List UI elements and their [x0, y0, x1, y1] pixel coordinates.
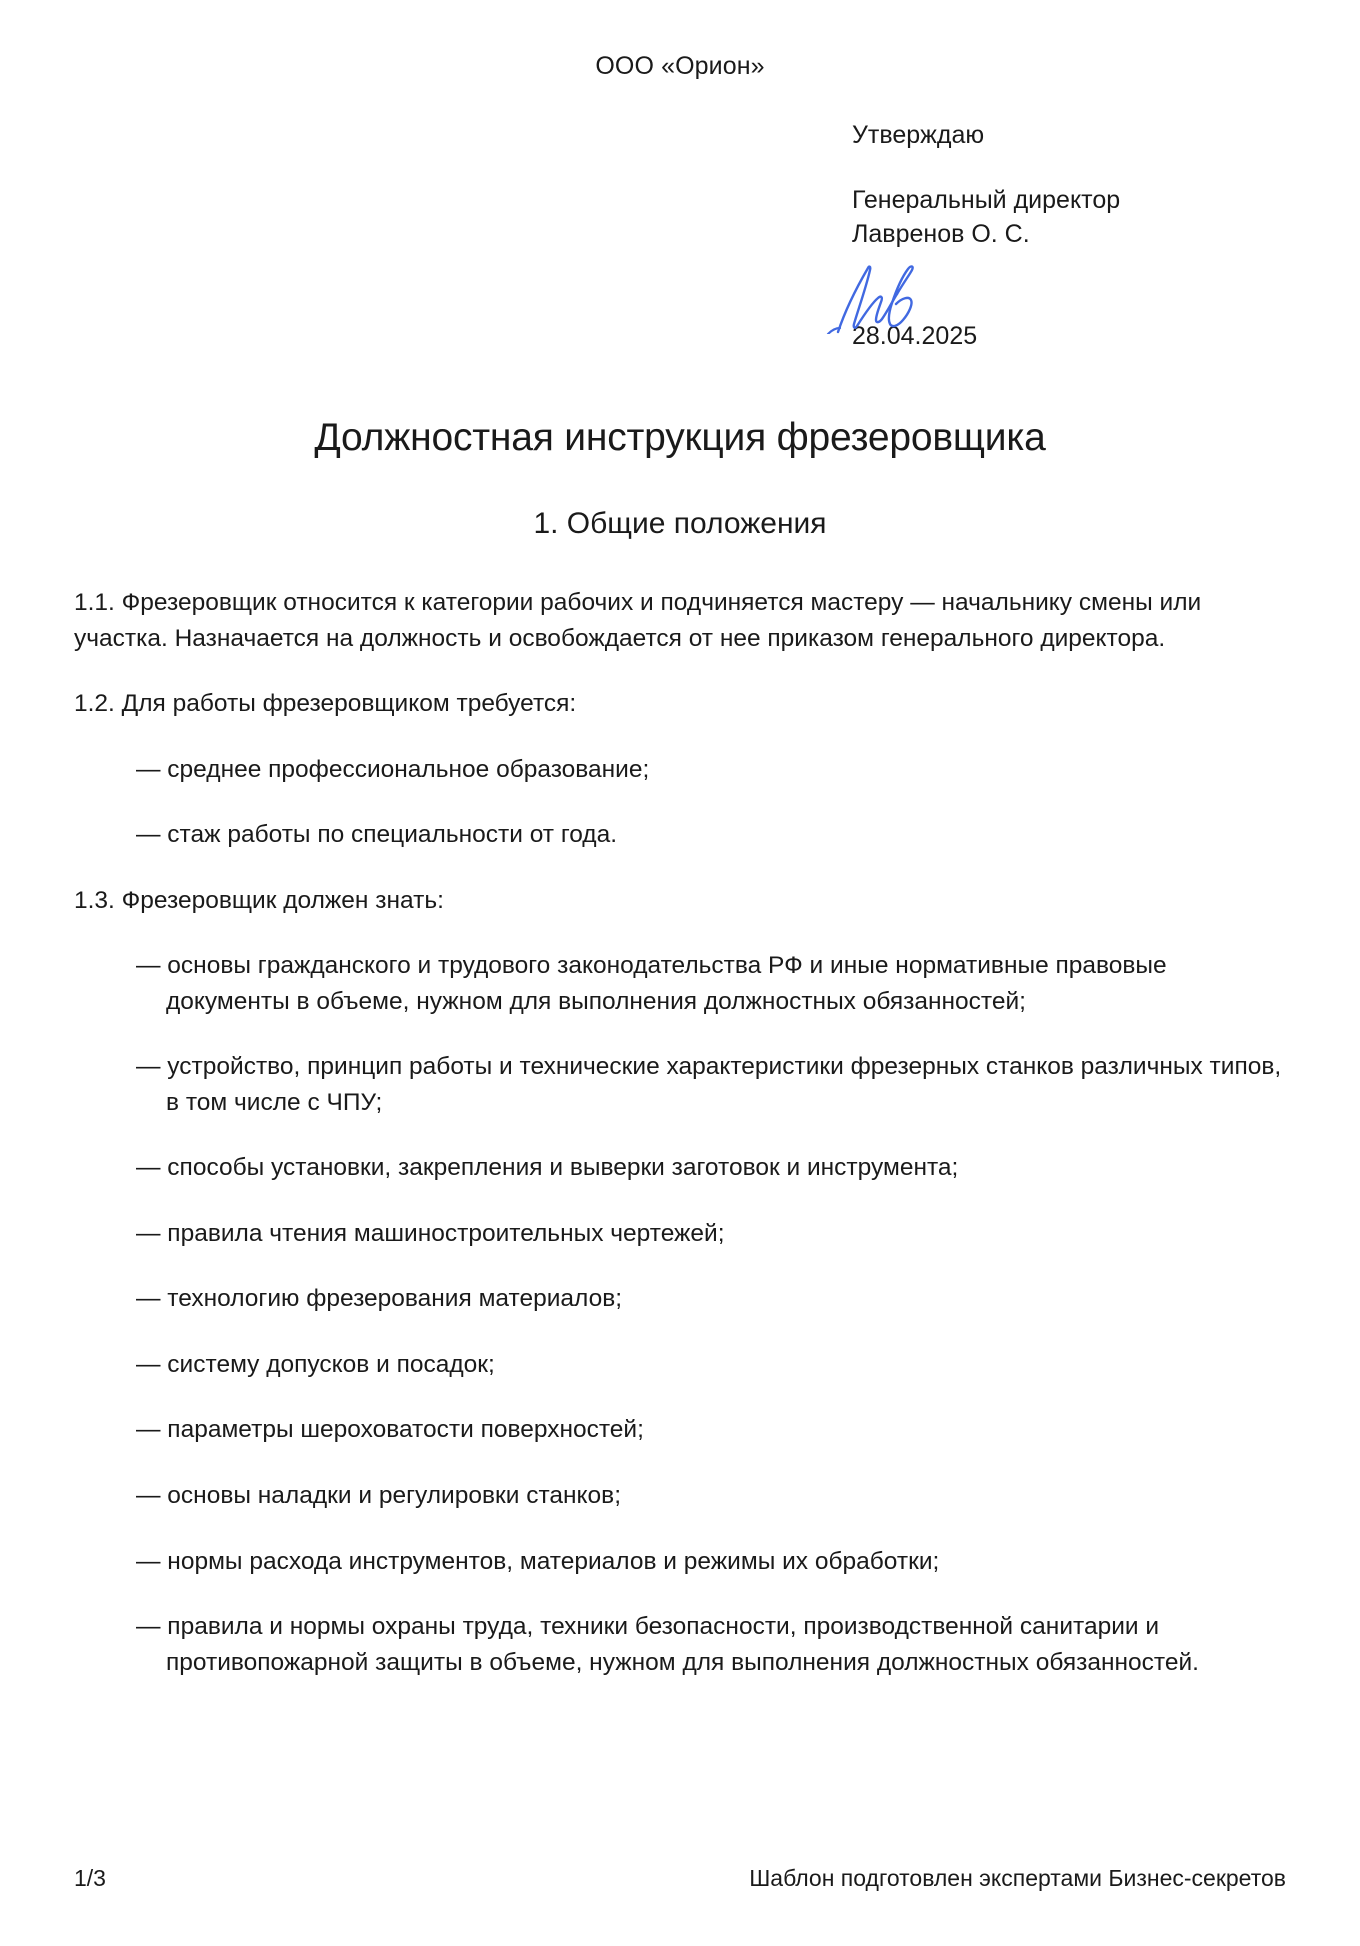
- requirements-list: [74, 752, 1286, 853]
- approval-word: Утверждаю: [852, 120, 985, 149]
- approval-signer-name: Лавренов О. С.: [852, 220, 1030, 248]
- clause-1-3: 1.3. Фрезеровщик должен знать:: [74, 886, 444, 914]
- signature-icon: [824, 258, 1286, 320]
- organization-name: ООО «Орион»: [595, 52, 765, 80]
- list-item: — устройство, принцип работы и технические характеристики фрезерных станков различных типов, в том числе с ЧПУ;: [136, 1053, 1282, 1116]
- page-number: 1/3: [74, 1865, 106, 1892]
- section-title: 1. Общие положения: [533, 507, 827, 541]
- approval-block: [74, 119, 1286, 354]
- list-item: — технологию фрезерования материалов;: [136, 1285, 623, 1313]
- list-item: — нормы расхода инструментов, материалов и режимы их обработки;: [136, 1547, 940, 1575]
- page-footer: [74, 1864, 1286, 1894]
- clause-1-1: 1.1. Фрезеровщик относится к категории рабочих и подчиняется мастеру — начальнику смены или участка. Назначается на должность и освобождается от нее приказом генерального директора.: [74, 589, 1202, 652]
- approval-date: 28.04.2025: [852, 321, 978, 350]
- list-item: — правила и нормы охраны труда, техники безопасности, производственной санитарии и противопожарной защиты в объеме, нужном для выполнения должностных обязанностей.: [136, 1613, 1199, 1676]
- knowledge-list: [74, 948, 1286, 1680]
- list-item: — основы гражданского и трудового законодательства РФ и иные нормативные правовые документы в объеме, нужном для выполнения должностных обязанностей;: [136, 952, 1167, 1015]
- page-title: Должностная инструкция фрезеровщика: [314, 415, 1046, 459]
- list-item: — параметры шероховатости поверхностей;: [136, 1416, 644, 1444]
- list-item: — стаж работы по специальности от года.: [136, 821, 618, 849]
- list-item: — способы установки, закрепления и выверки заготовок и инструмента;: [136, 1154, 959, 1182]
- clause-1-2: 1.2. Для работы фрезеровщиком требуется:: [74, 690, 577, 718]
- list-item: — среднее профессиональное образование;: [136, 755, 650, 783]
- list-item: — основы наладки и регулировки станков;: [136, 1481, 621, 1509]
- approval-role: Генеральный директор: [852, 186, 1121, 215]
- footer-credit: Шаблон подготовлен экспертами Бизнес-секретов: [749, 1865, 1286, 1892]
- document-body: [74, 585, 1286, 1680]
- list-item: — правила чтения машиностроительных чертежей;: [136, 1219, 725, 1247]
- list-item: — систему допусков и посадок;: [136, 1350, 495, 1378]
